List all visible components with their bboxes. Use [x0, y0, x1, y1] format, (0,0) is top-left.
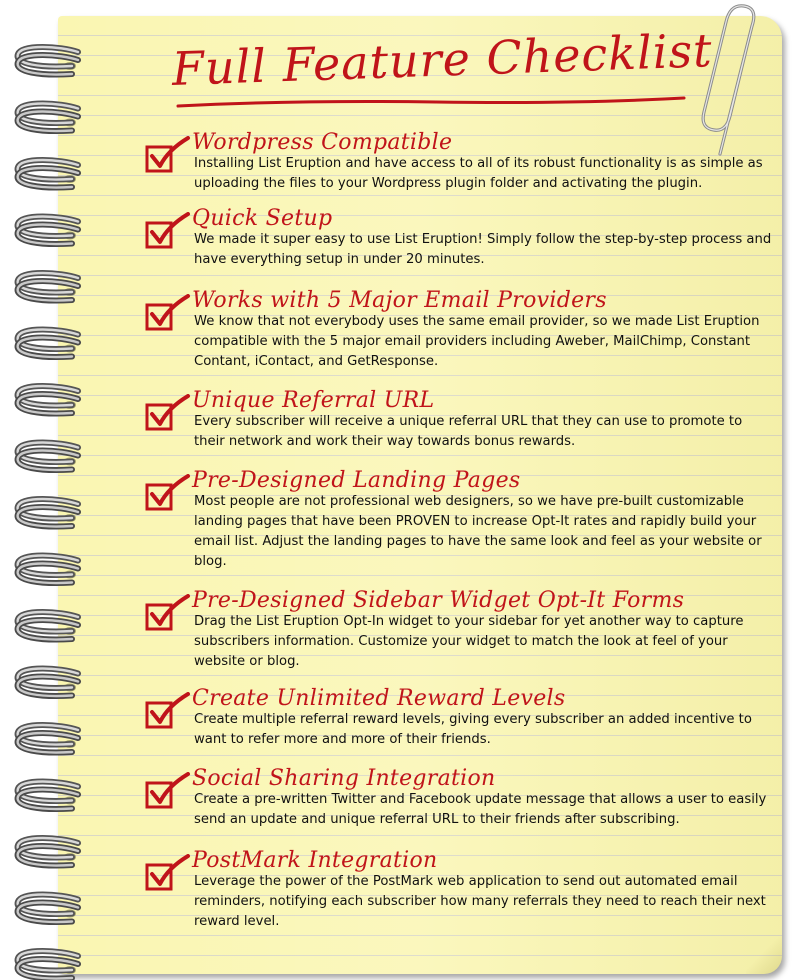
- feature-heading: Wordpress Compatible: [192, 130, 453, 155]
- checkbox-checked-icon: [144, 692, 192, 732]
- spiral-ring: [18, 612, 78, 640]
- spiral-ring: [18, 47, 78, 75]
- feature-heading: Unique Referral URL: [192, 388, 435, 413]
- title-underline: [176, 96, 686, 110]
- checkbox-checked-icon: [144, 474, 192, 514]
- spiral-ring: [18, 104, 78, 132]
- feature-description: Create a pre-written Twitter and Facebook update message that allows a user to easily send an update and unique referral URL to their friends after subscribing.: [194, 792, 767, 827]
- spiral-ring: [18, 386, 78, 414]
- feature-description: Most people are not professional web designers, so we have pre-built customizable landing pages that have been PROVEN to increase Opt-It rates and rapidly build your email list. Adjust the landing pages to have the same look and feel as your website or blog.: [194, 494, 762, 569]
- checkbox-checked-icon: [144, 854, 192, 894]
- feature-heading: Pre-Designed Sidebar Widget Opt-It Forms: [192, 588, 685, 613]
- checkbox-checked-icon: [144, 136, 192, 176]
- feature-heading: Social Sharing Integration: [192, 766, 496, 791]
- checkbox-checked-icon: [144, 294, 192, 334]
- spiral-ring: [18, 895, 78, 923]
- feature-heading: PostMark Integration: [192, 848, 438, 873]
- feature-description: Every subscriber will receive a unique referral URL that they can use to promote to their network and work their way towards bonus rewards.: [194, 414, 743, 449]
- spiral-ring: [18, 951, 78, 979]
- spiral-ring: [18, 556, 78, 584]
- checkbox-checked-icon: [144, 212, 192, 252]
- feature-heading: Quick Setup: [192, 206, 333, 231]
- paper-corner-shadow: [746, 928, 782, 974]
- spiral-ring: [18, 443, 78, 471]
- spiral-ring: [18, 160, 78, 188]
- feature-description: Create multiple referral reward levels, giving every subscriber an added incentive to want to refer more and more of their friends.: [194, 712, 752, 747]
- spiral-ring: [18, 330, 78, 358]
- spiral-binding: [0, 0, 140, 980]
- feature-heading: Works with 5 Major Email Providers: [192, 288, 607, 313]
- checkbox-checked-icon: [144, 394, 192, 434]
- spiral-ring: [18, 725, 78, 753]
- feature-description: We know that not everybody uses the same email provider, so we made List Eruption compatible with the 5 major email providers including Aweber, MailChimp, Constant Contant, iContact, and GetResponse.: [194, 314, 760, 369]
- feature-description: Drag the List Eruption Opt-In widget to your sidebar for yet another way to capture subscribers information. Customize your widget to match the look at feel of your website or blog.: [194, 614, 744, 669]
- page-title: Full Feature Checklist: [171, 23, 714, 96]
- feature-description: Installing List Eruption and have access to all of its robust functionality is as simple as uploading the files to your Wordpress plugin folder and activating the plugin.: [194, 156, 763, 191]
- spiral-ring: [18, 838, 78, 866]
- feature-description: Leverage the power of the PostMark web application to send out automated email reminders, notifying each subscriber how many referrals they need to reach their next reward level.: [194, 874, 766, 929]
- feature-heading: Pre-Designed Landing Pages: [192, 468, 521, 493]
- spiral-ring: [18, 273, 78, 301]
- spiral-ring: [18, 782, 78, 810]
- spiral-ring: [18, 217, 78, 245]
- feature-heading: Create Unlimited Reward Levels: [192, 686, 566, 711]
- spiral-ring: [18, 669, 78, 697]
- spiral-ring: [18, 499, 78, 527]
- feature-description: We made it super easy to use List Eruption! Simply follow the step-by-step process and have everything setup in under 20 minutes.: [194, 232, 772, 267]
- checkbox-checked-icon: [144, 594, 192, 634]
- checkbox-checked-icon: [144, 772, 192, 812]
